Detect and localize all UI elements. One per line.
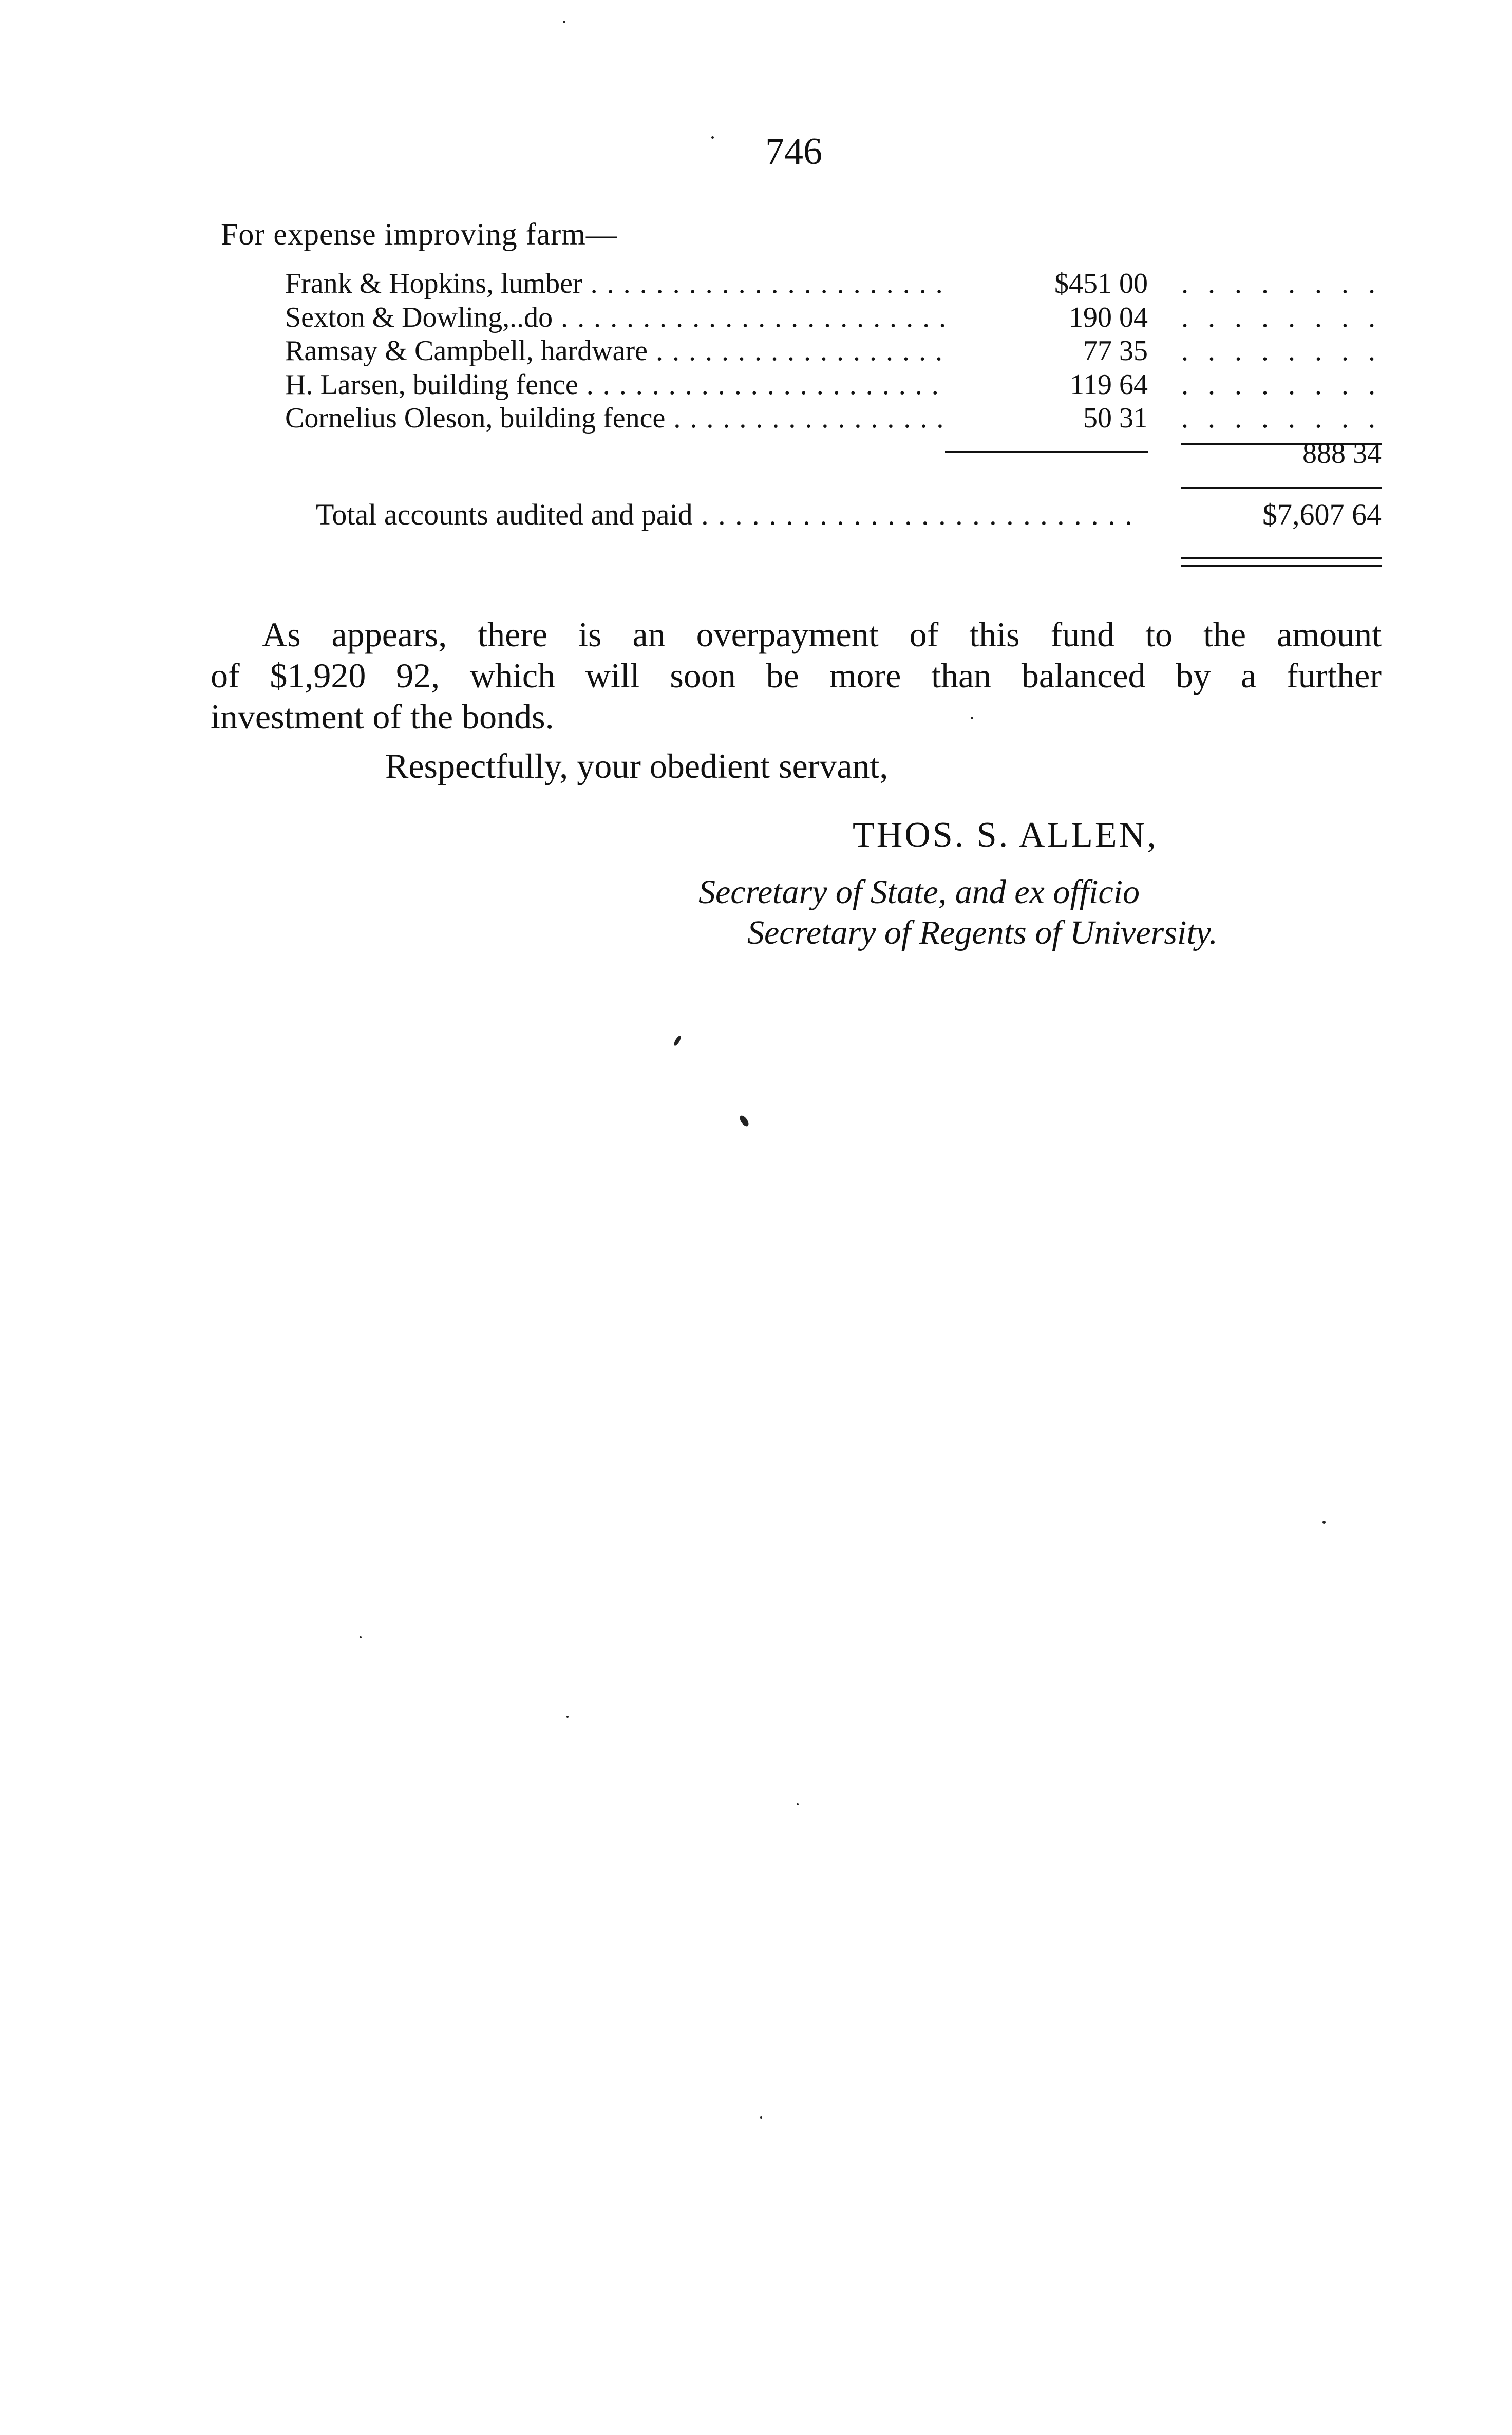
ledger-row-amount: 190 04 xyxy=(1069,302,1148,333)
ledger-row-leader xyxy=(1181,367,1382,403)
ink-speck xyxy=(711,136,714,139)
ledger-row-label: Ramsay & Campbell, hardware . . . xyxy=(285,333,945,369)
ink-speck xyxy=(738,1114,750,1128)
ledger-row-leader xyxy=(1181,299,1382,335)
ledger-row xyxy=(0,400,1512,436)
total-row xyxy=(0,496,1512,534)
paragraph-line: of $1,920 92, which will soon be more than balanced by a further xyxy=(211,656,1382,695)
ink-speck xyxy=(360,1636,362,1638)
ink-speck xyxy=(566,1716,569,1718)
ledger-row-amount: 50 31 xyxy=(1083,402,1148,434)
ledger-row-leader xyxy=(1181,400,1382,436)
ledger-row xyxy=(0,367,1512,403)
ledger-row-label: H. Larsen, building fence . . . xyxy=(285,367,945,403)
ledger-row-amount: 119 64 xyxy=(1070,369,1148,401)
ledger-row xyxy=(0,333,1512,369)
expense-ledger xyxy=(0,0,1512,616)
paragraph-line: As appears, there is an overpayment of this fund to the amount xyxy=(262,615,1382,654)
ink-speck xyxy=(673,1035,682,1046)
ink-speck xyxy=(563,21,565,23)
ledger-row-amount: 77 35 xyxy=(1083,335,1148,367)
ink-speck xyxy=(971,717,973,719)
ledger-row-label: Sexton & Dowling,..do . . . xyxy=(285,299,945,335)
body-paragraph xyxy=(211,614,1382,737)
subtotal-amount: 888 34 xyxy=(1302,438,1382,470)
ledger-row-label: Frank & Hopkins, lumber . . . xyxy=(285,266,945,302)
closing-salutation: Respectfully, your obedient servant, xyxy=(385,746,889,785)
total-amount: $7,607 64 xyxy=(1262,498,1382,531)
ledger-row-label: Cornelius Oleson, building fence . . . xyxy=(285,400,945,436)
total-label: Total accounts audited and paid . . . xyxy=(316,496,1140,534)
ledger-row xyxy=(0,299,1512,335)
ledger-row-leader xyxy=(1181,333,1382,369)
signatory-name: THOS. S. ALLEN, xyxy=(853,815,1158,855)
section-heading: For expense improving farm— xyxy=(221,217,617,251)
double-rule-upper xyxy=(1181,557,1382,559)
paragraph-line: investment of the bonds. xyxy=(211,697,554,736)
double-rule-lower xyxy=(1181,565,1382,567)
page-number: 746 xyxy=(765,130,822,173)
total-top-rule xyxy=(1181,487,1382,489)
signatory-title-line: Secretary of Regents of University. xyxy=(747,914,1218,951)
ledger-row xyxy=(0,266,1512,302)
ledger-row-amount: $451 00 xyxy=(1054,268,1148,299)
ink-speck xyxy=(760,2116,762,2119)
column-sum-rule xyxy=(945,451,1148,453)
ink-speck xyxy=(797,1803,799,1805)
signatory-title-line: Secretary of State, and ex officio xyxy=(698,873,1140,911)
ledger-row-leader xyxy=(1181,266,1382,302)
ink-speck xyxy=(1322,1521,1326,1524)
